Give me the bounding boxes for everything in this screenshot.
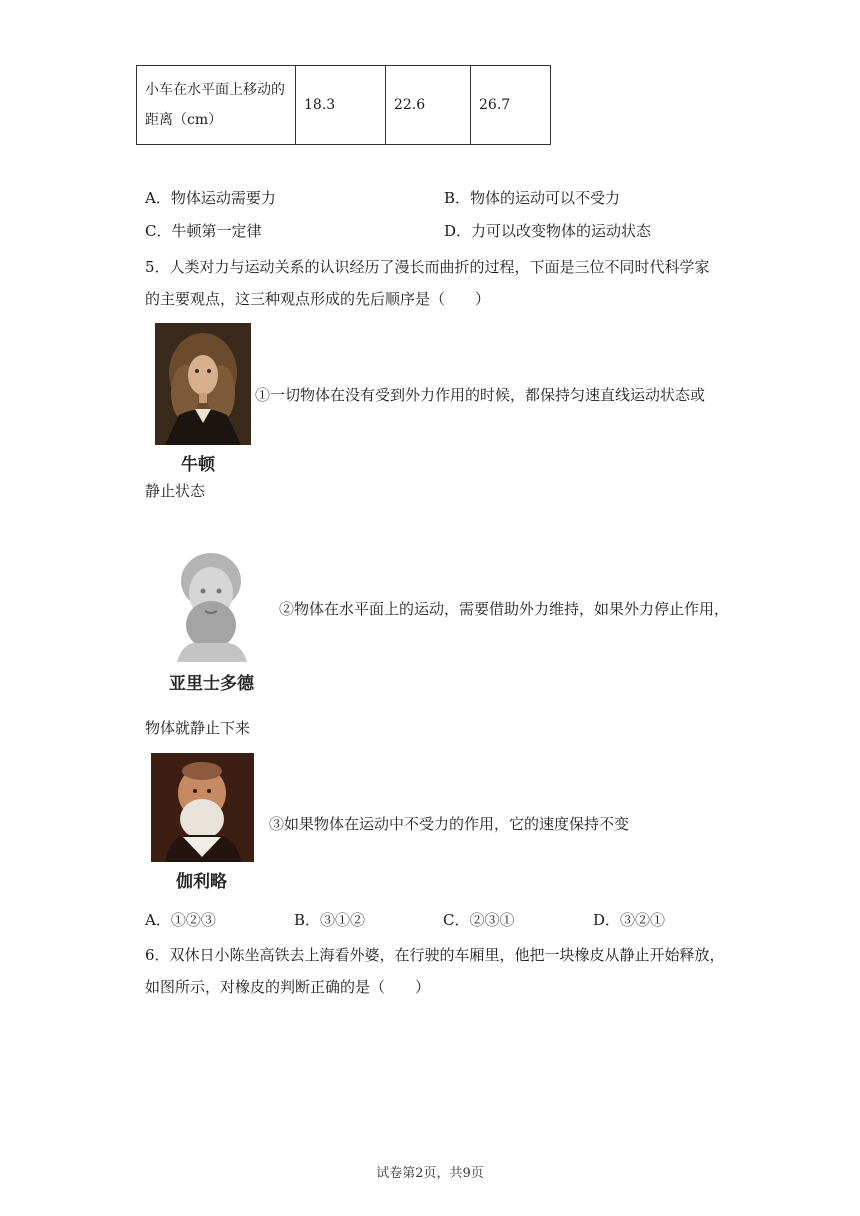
statement-1-continued: 静止状态	[145, 482, 206, 500]
galileo-caption: 伽利略	[176, 872, 227, 892]
data-table	[136, 65, 551, 145]
statement-2-continued: 物体就静止下来	[145, 719, 251, 737]
q5-option-d: D．③②①	[593, 911, 666, 929]
q5-option-b: B．③①②	[294, 911, 366, 929]
table-row-label: 小车在水平面上移动的距离（cm）	[137, 66, 296, 145]
q5-stem-line2: 的主要观点，这三种观点形成的先后顺序是（ ）	[145, 290, 491, 308]
table-cell: 22.6	[386, 66, 471, 145]
q5-option-c: C．②③①	[443, 911, 515, 929]
q5-stem-line1: 5．人类对力与运动关系的认识经历了漫长而曲折的过程，下面是三位不同时代科学家	[145, 258, 710, 276]
statement-2: ②物体在水平面上的运动，需要借助外力维持，如果外力停止作用，	[279, 600, 730, 618]
aristotle-caption: 亚里士多德	[169, 674, 254, 694]
q4-option-d: D．力可以改变物体的运动状态	[444, 222, 652, 240]
newton-portrait	[155, 323, 251, 445]
q4-option-c: C．牛顿第一定律	[145, 222, 262, 240]
statement-3: ③如果物体在运动中不受力的作用，它的速度保持不变	[269, 815, 630, 833]
q4-option-a: A．物体运动需要力	[145, 189, 276, 207]
statement-1: ①一切物体在没有受到外力作用的时候，都保持匀速直线运动状态或	[255, 386, 706, 404]
page-footer: 试卷第2页，共9页	[376, 1166, 484, 1181]
aristotle-portrait	[159, 541, 264, 662]
galileo-portrait	[151, 753, 254, 862]
q6-stem-line1: 6．双休日小陈坐高铁去上海看外婆，在行驶的车厢里，他把一块橡皮从静止开始释放，	[145, 946, 725, 964]
table-cell: 26.7	[471, 66, 551, 145]
newton-caption: 牛顿	[181, 455, 215, 475]
table-row	[137, 66, 551, 145]
q5-option-a: A．①②③	[145, 911, 216, 929]
q6-stem-line2: 如图所示，对橡皮的判断正确的是（ ）	[145, 978, 431, 996]
q4-option-b: B．物体的运动可以不受力	[444, 189, 621, 207]
table-cell: 18.3	[296, 66, 386, 145]
